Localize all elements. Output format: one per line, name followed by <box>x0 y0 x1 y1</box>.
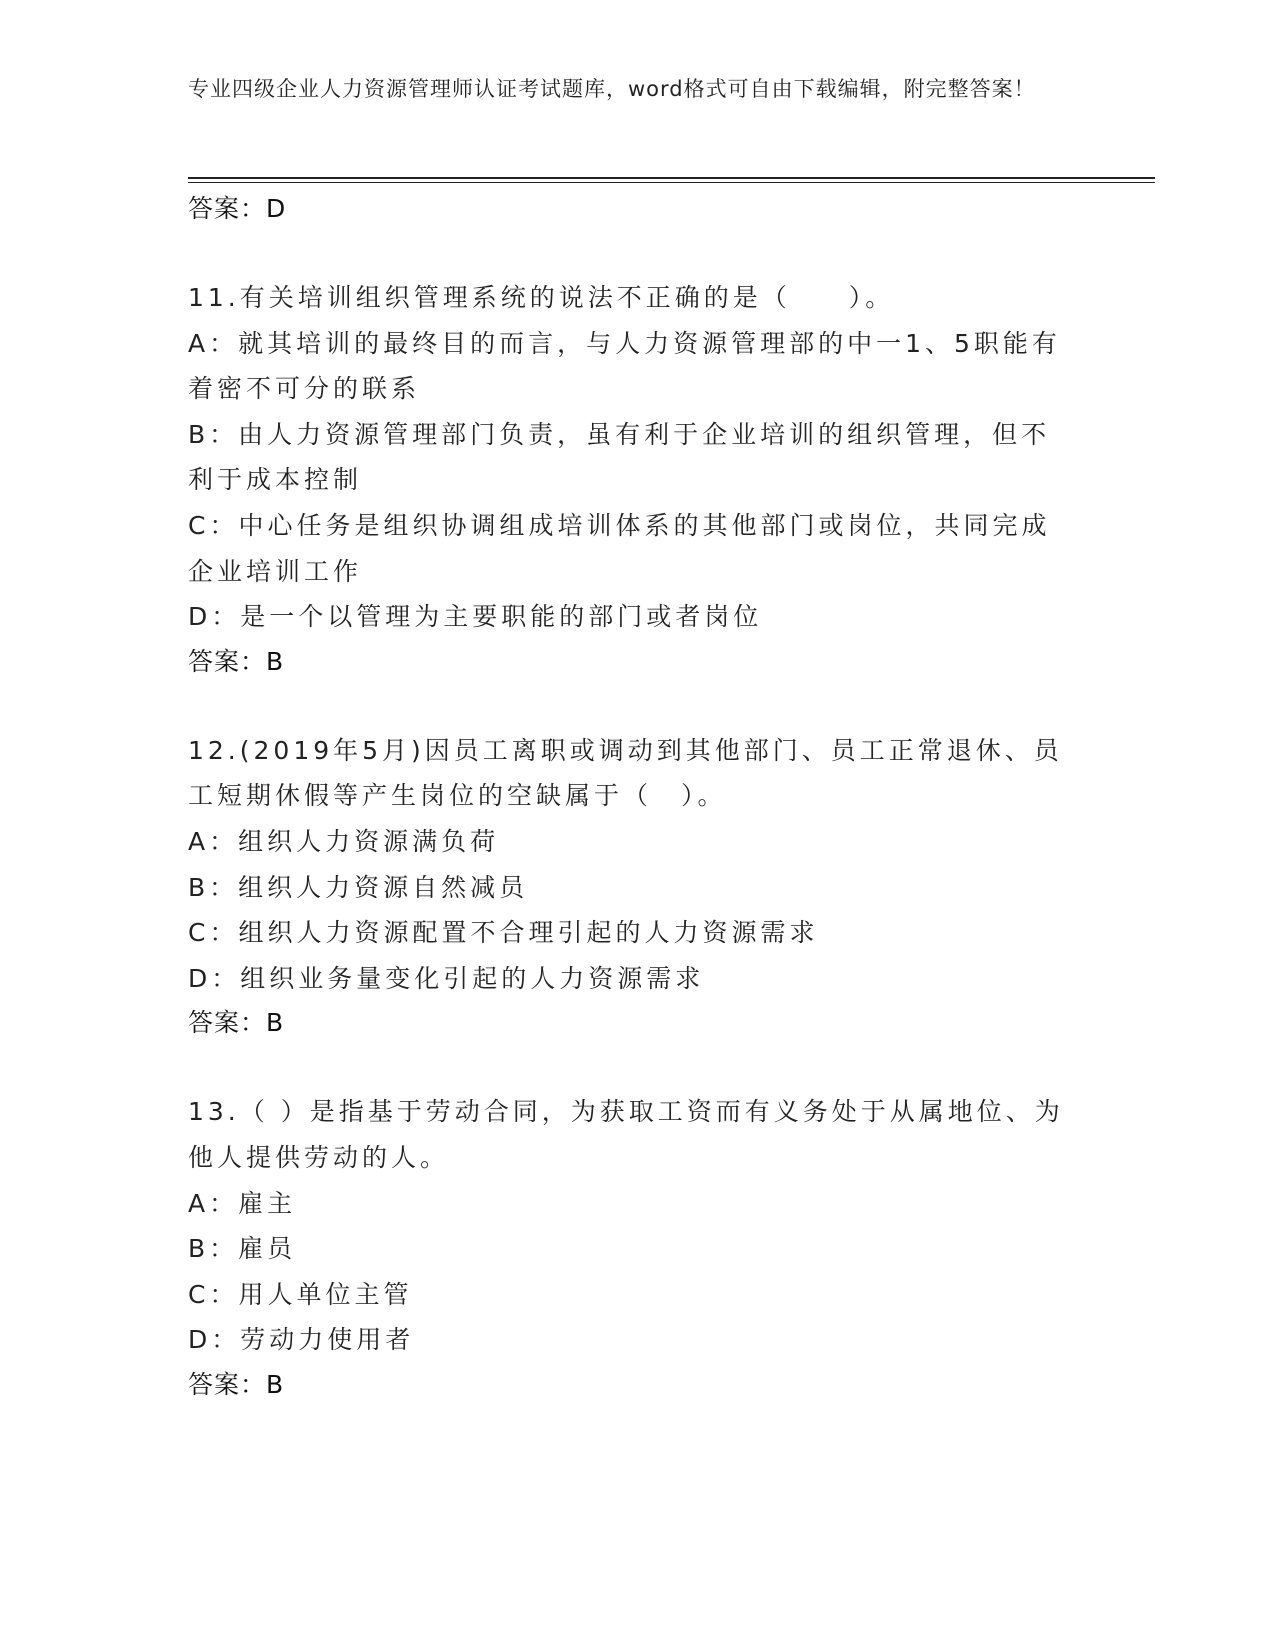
header-divider-thin <box>188 182 1155 183</box>
option-a: A：雇主 <box>188 1188 297 1218</box>
option-c: C：用人单位主管 <box>188 1279 413 1309</box>
answer-line: 答案：B <box>188 646 285 676</box>
option-b: B：由人力资源管理部门负责，虽有利于企业培训的组织管理，但不利于成本控制 <box>188 419 1051 495</box>
option-c: C：中心任务是组织协调组成培训体系的其他部门或岗位，共同完成企业培训工作 <box>188 510 1051 586</box>
question-stem: 13.（ ）是指基于劳动合同，为获取工资而有义务处于从属地位、为他人提供劳动的人。 <box>188 1097 1064 1172</box>
question-list <box>188 187 1088 1407</box>
answer-line: 答案：D <box>188 194 287 223</box>
option-c: C：组织人力资源配置不合理引起的人力资源需求 <box>188 918 819 948</box>
option-d: D：组织业务量变化引起的人力资源需求 <box>188 963 705 993</box>
option-d: D：是一个以管理为主要职能的部门或者岗位 <box>188 602 763 632</box>
option-d: D：劳动力使用者 <box>188 1325 415 1355</box>
question-item <box>188 275 1088 684</box>
question-item <box>188 1089 1088 1407</box>
answer-line: 答案：B <box>188 1369 285 1399</box>
header-divider-thick <box>188 177 1155 179</box>
document-header: 专业四级企业人力资源管理师认证考试题库，word格式可自由下载编辑，附完整答案！ <box>188 77 1036 101</box>
answer-line: 答案：B <box>188 1008 285 1038</box>
option-b: B：雇员 <box>188 1234 297 1264</box>
question-item <box>188 728 1088 1046</box>
option-b: B：组织人力资源自然减员 <box>188 872 529 902</box>
option-a: A：就其培训的最终目的而言，与人力资源管理部的中一1、5职能有着密不可分的联系 <box>188 328 1061 404</box>
question-stem: 12.(2019年5月)因员工离职或调动到其他部门、员工正常退休、员工短期休假等产生岗位的空缺属于（ ）。 <box>188 735 1063 811</box>
option-a: A：组织人力资源满负荷 <box>188 826 500 856</box>
question-stem: 11.有关培训组织管理系统的说法不正确的是（ ）。 <box>188 283 895 312</box>
